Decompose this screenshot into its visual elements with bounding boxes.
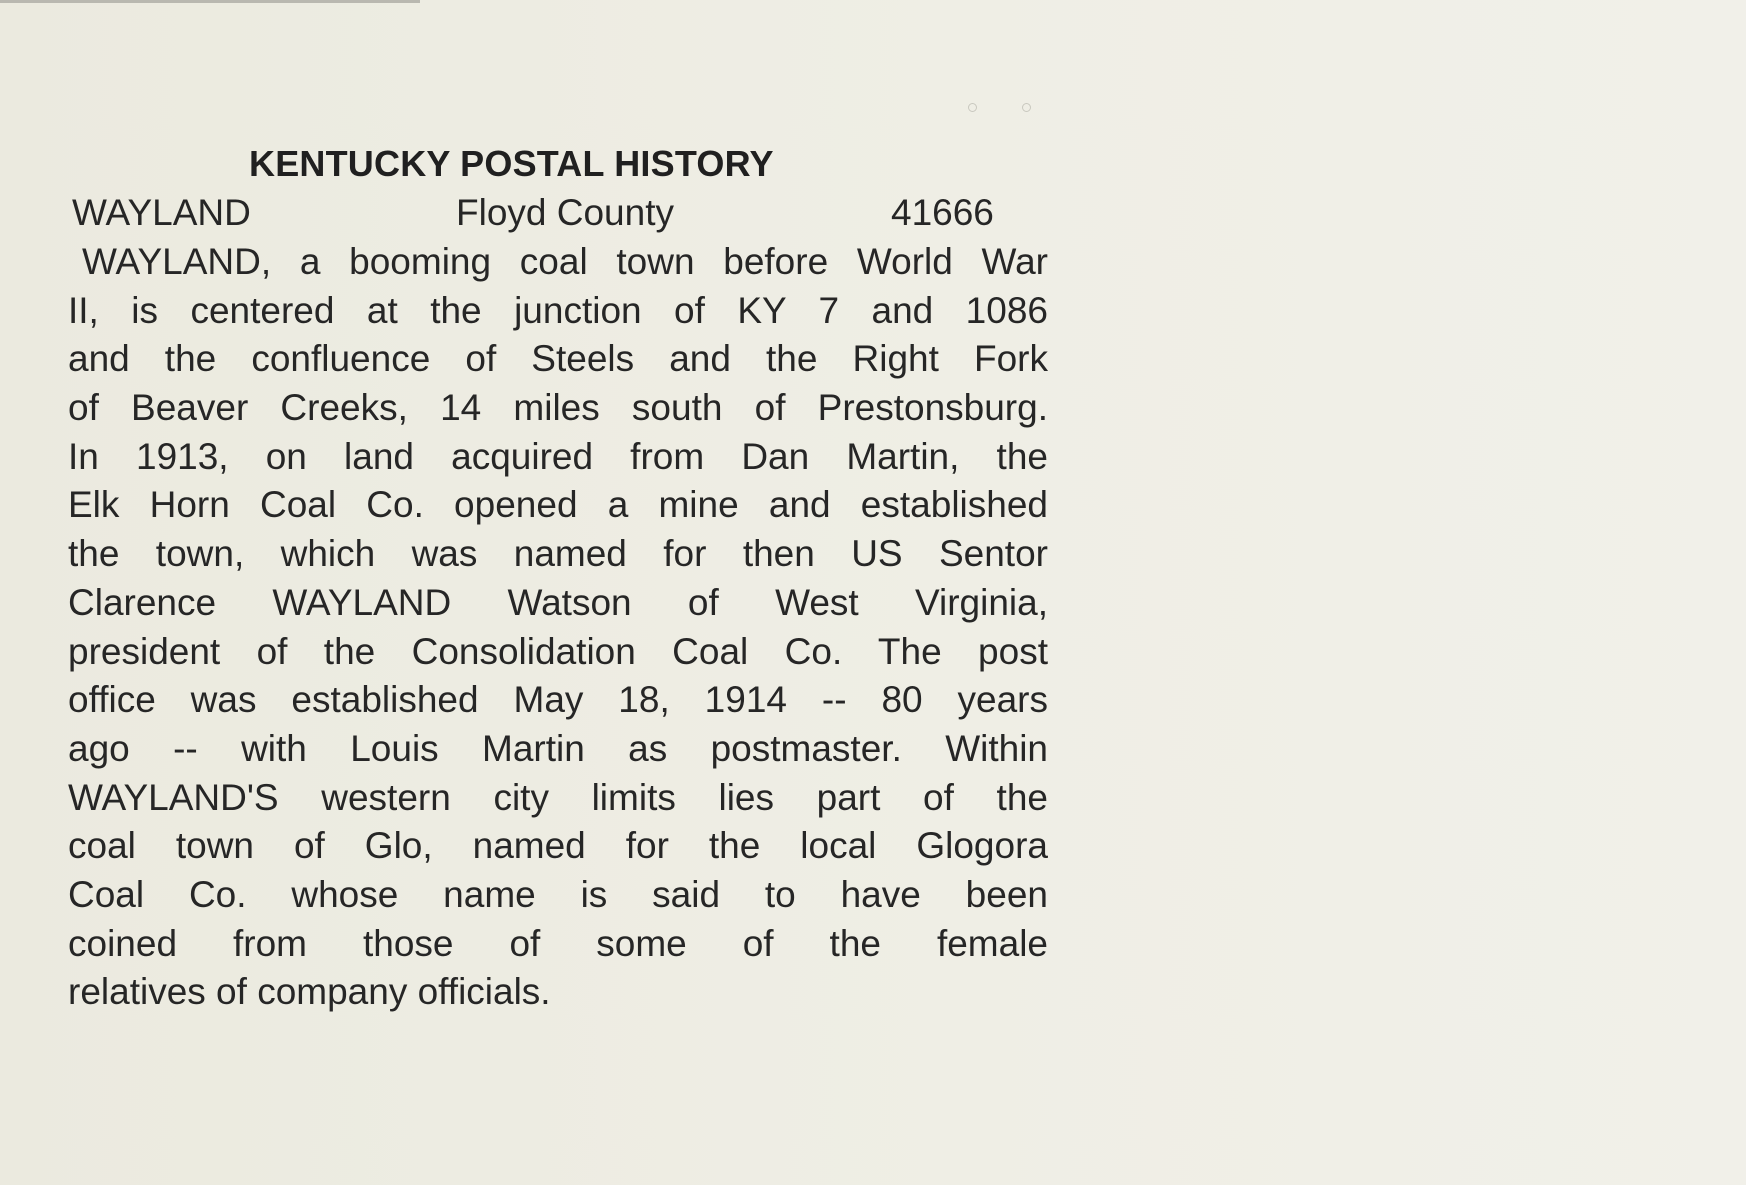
location-header [68, 188, 1048, 238]
paper-speck [968, 103, 977, 112]
paragraph-line: and the confluence of Steels and the Right Fork [68, 338, 1048, 380]
county-name: Floyd County [456, 192, 674, 233]
paper-speck [1022, 103, 1031, 112]
paragraph-line: the town, which was named for then US Sentor [68, 533, 1048, 575]
paragraph-line: ago -- with Louis Martin as postmaster. Within [68, 727, 1048, 769]
paragraph-line: of Beaver Creeks, 14 miles south of Prestonsburg. [68, 387, 1048, 429]
paragraph-line: WAYLAND'S western city limits lies part of the [68, 776, 1048, 818]
paragraph-line: coined from those of some of the female [68, 922, 1048, 964]
paragraph-line: Clarence WAYLAND Watson of West Virginia, [68, 581, 1048, 623]
town-name: WAYLAND [72, 192, 251, 233]
paragraph-line: office was established May 18, 1914 -- 80 years [68, 679, 1048, 721]
paragraph-line: coal town of Glo, named for the local Glogora [68, 825, 1048, 867]
paragraph-line: WAYLAND, a booming coal town before World War [82, 241, 1048, 282]
paragraph-line: II, is centered at the junction of KY 7 and 1086 [68, 289, 1048, 331]
paragraph-line: In 1913, on land acquired from Dan Martin, the [68, 435, 1048, 477]
paragraph-line: relatives of company officials. [68, 971, 551, 1013]
document-text-block [68, 140, 1048, 1017]
paragraph-line: Elk Horn Coal Co. opened a mine and established [68, 484, 1048, 526]
paragraph-line: president of the Consolidation Coal Co. The post [68, 630, 1048, 672]
scan-edge [0, 0, 420, 3]
paragraph-line: Coal Co. whose name is said to have been [68, 873, 1048, 915]
document-title: KENTUCKY POSTAL HISTORY [249, 143, 774, 184]
zip-code: 41666 [891, 192, 994, 233]
history-paragraph [68, 238, 1048, 1017]
